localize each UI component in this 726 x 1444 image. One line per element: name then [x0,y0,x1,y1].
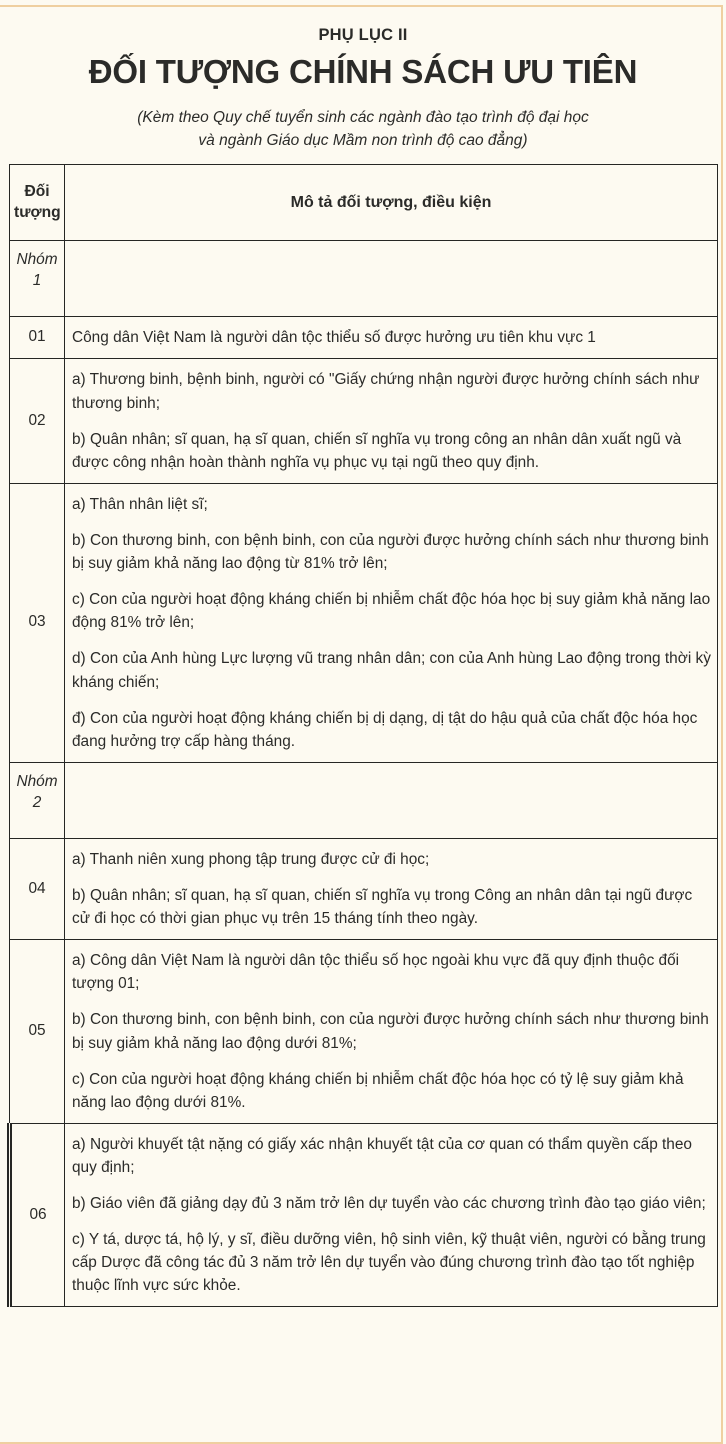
table-container [0,164,726,1307]
object-description-cell [65,241,718,317]
description-item: b) Con thương binh, con bệnh binh, con của người được hưởng chính sách như thương binh bị suy giảm khả năng lao động dưới 81%; [72,1011,709,1052]
table-row [10,762,718,838]
object-code-cell: 05 [10,940,65,1124]
table-head [10,165,718,241]
description-item: a) Thanh niên xung phong tập trung được cử đi học; [72,850,430,868]
column-header-code [10,165,65,241]
object-description-cell [65,838,718,939]
description-item: b) Giáo viên đã giảng dạy đủ 3 năm trở lên dự tuyển vào các chương trình đào tạo giáo viên; [72,1195,706,1213]
subtitle-line-1: (Kèm theo Quy chế tuyển sinh các ngành đào tạo trình độ đại học [137,108,589,126]
description-item: b) Con thương binh, con bệnh binh, con của người được hưởng chính sách như thương binh bị suy giảm khả năng lao động từ 81% trở lên; [72,531,709,573]
group-label-line-1: Nhóm [16,251,58,269]
document-subtitle [18,107,708,153]
document-header [0,0,726,152]
group-label-cell [10,762,65,838]
description-item: a) Thương binh, bệnh binh, người có "Giấy chứng nhận người được hưởng chính sách như thương binh; [72,371,700,412]
priority-objects-table [7,164,718,1307]
table-row [10,1123,718,1307]
table-row [10,940,718,1124]
object-description-cell [65,762,718,838]
description-item: a) Công dân Việt Nam là người dân tộc thiểu số học ngoài khu vực đã quy định thuộc đối tượng 01; [72,952,680,993]
object-description-cell [65,483,718,762]
object-code-cell: 01 [10,317,65,359]
appendix-label: PHỤ LỤC II [318,26,408,44]
description-item: d) Con của Anh hùng Lực lượng vũ trang nhân dân; con của Anh hùng Lao động trong thời kỳ kháng chiến; [72,650,711,691]
table-row [10,483,718,762]
table-header-row [10,165,718,241]
table-body [10,241,718,1307]
description-item: a) Người khuyết tật nặng có giấy xác nhận khuyết tật của cơ quan có thẩm quyền cấp theo quy định; [72,1135,692,1176]
group-label-line-2: 2 [32,793,42,811]
description-item: c) Con của người hoạt động kháng chiến bị nhiễm chất độc hóa học có tỷ lệ suy giảm khả năng lao động dưới 81%. [72,1070,684,1111]
description-item: c) Y tá, dược tá, hộ lý, y sĩ, điều dưỡng viên, hộ sinh viên, kỹ thuật viên, người có bằng trung cấp Dược đã công tác đủ 3 năm trở lên dự tuyển vào đúng chương trình đào tạo tốt nghiệp thuộc lĩnh vực sức khỏe. [72,1231,706,1295]
column-header-code-line-1: Đối [24,183,50,201]
object-description-cell [65,317,718,359]
description-item: Công dân Việt Nam là người dân tộc thiểu số được hưởng ưu tiên khu vực 1 [72,329,596,347]
object-description-cell [65,940,718,1124]
description-item: b) Quân nhân; sĩ quan, hạ sĩ quan, chiến sĩ nghĩa vụ trong công an nhân dân xuất ngũ và được công nhận hoàn thành nghĩa vụ phục vụ tại ngũ theo quy định. [72,430,682,471]
object-description-cell [65,1123,718,1307]
table-row [10,359,718,483]
column-header-description: Mô tả đối tượng, điều kiện [65,165,718,241]
object-description-cell [65,359,718,483]
group-label-line-1: Nhóm [16,772,58,790]
table-row [10,317,718,359]
group-label-cell [10,241,65,317]
column-header-code-line-2: tượng [14,203,61,221]
object-code-cell: 06 [10,1123,65,1307]
description-item: c) Con của người hoạt động kháng chiến bị nhiễm chất độc hóa học bị suy giảm khả năng lao động 81% trở lên; [72,591,711,632]
object-code-cell: 02 [10,359,65,483]
subtitle-line-2: và ngành Giáo dục Mầm non trình độ cao đẳng) [198,131,528,149]
description-item: a) Thân nhân liệt sĩ; [72,495,208,513]
table-row [10,838,718,939]
description-item: đ) Con của người hoạt động kháng chiến bị dị dạng, dị tật do hậu quả của chất độc hóa học đang hưởng trợ cấp hàng tháng. [72,709,698,750]
object-code-cell: 03 [10,483,65,762]
page-title: ĐỐI TƯỢNG CHÍNH SÁCH ƯU TIÊN [88,52,638,90]
object-code-cell: 04 [10,838,65,939]
table-row [10,241,718,317]
group-label-line-2: 1 [32,272,42,290]
description-item: b) Quân nhân; sĩ quan, hạ sĩ quan, chiến sĩ nghĩa vụ trong Công an nhân dân tại ngũ được cử đi học có thời gian phục vụ trên 15 tháng tính theo ngày. [72,886,693,928]
